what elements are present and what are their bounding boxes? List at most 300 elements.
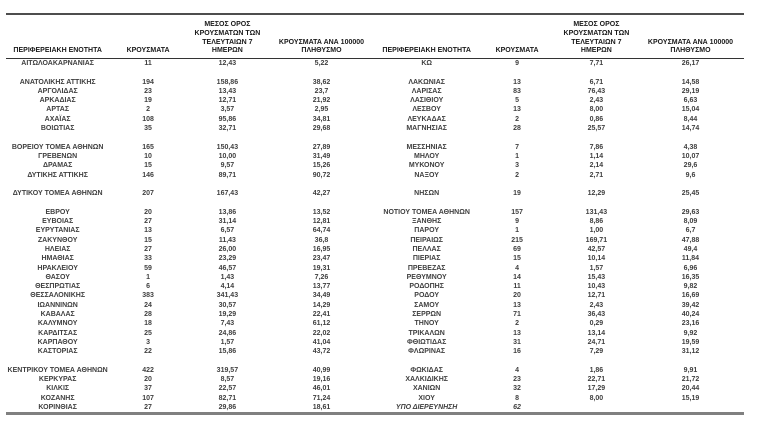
avg-7day-cell: 26,00: [218, 245, 237, 253]
table-row: [6, 245, 375, 254]
table-row: [6, 254, 375, 263]
region-name-cell: ΚΑΒΑΛΑΣ: [40, 311, 75, 319]
per-100k-cell: 29,68: [312, 125, 331, 133]
cases-cell: 20: [144, 208, 152, 216]
avg-7day-cell: 82,71: [218, 394, 237, 402]
empty-cell: [478, 133, 555, 142]
cases-cell: 27: [144, 403, 152, 411]
cases-cell: 2: [515, 115, 519, 123]
table-row: [375, 375, 744, 384]
per-100k-cell: 31,49: [312, 152, 331, 160]
avg-7day-cell: 158,86: [216, 78, 239, 86]
table-row: [6, 291, 375, 300]
table-row: [375, 291, 744, 300]
per-100k-cell: 16,35: [681, 273, 700, 281]
empty-cell: [109, 180, 186, 189]
region-name-cell: ΡΟΔΟΥ: [414, 292, 439, 300]
left-table: [6, 15, 375, 412]
avg-7day-cell: 7,29: [589, 348, 604, 356]
avg-7day-cell: 150,43: [216, 143, 239, 151]
region-name-cell: ΚΙΛΚΙΣ: [46, 385, 70, 393]
table-row: [6, 87, 375, 96]
avg-7day-cell: 10,14: [587, 255, 606, 263]
avg-7day-cell: 3,57: [220, 106, 235, 114]
per-100k-cell: 15,04: [681, 106, 700, 114]
cases-cell: 31: [513, 338, 521, 346]
cases-cell: 108: [142, 115, 154, 123]
region-name-cell: ΧΑΝΙΩΝ: [412, 385, 441, 393]
region-name-cell: ΗΛΕΙΑΣ: [44, 245, 71, 253]
empty-cell: [556, 68, 637, 77]
avg-7day-cell: 8,57: [220, 376, 235, 384]
cases-cell: 1: [515, 152, 519, 160]
per-100k-cell: 43,72: [312, 348, 331, 356]
per-100k-cell: 9,82: [683, 283, 698, 291]
region-name-cell: ΧΑΛΚΙΔΙΚΗΣ: [405, 376, 448, 384]
empty-cell: [268, 180, 375, 189]
table-row: [375, 161, 744, 170]
cases-cell: 4: [515, 366, 519, 374]
avg-7day-cell: 1,00: [589, 227, 604, 235]
empty-cell: [187, 133, 268, 142]
avg-7day-cell: 29,86: [218, 403, 237, 411]
per-100k-cell: 22,02: [312, 329, 331, 337]
region-name-cell: ΖΑΚΥΝΘΟΥ: [37, 236, 78, 244]
table-row: [375, 208, 744, 217]
region-name-cell: ΚΑΣΤΟΡΙΑΣ: [37, 348, 78, 356]
avg-7day-cell: 7,71: [589, 60, 604, 67]
table-row: [6, 59, 375, 69]
region-name-cell: ΦΛΩΡΙΝΑΣ: [408, 348, 446, 356]
spacer-row: [375, 68, 744, 77]
avg-7day-cell: 42,57: [587, 245, 606, 253]
cases-cell: 6: [146, 283, 150, 291]
empty-cell: [268, 133, 375, 142]
spacer-row: [6, 198, 375, 207]
per-100k-cell: 19,16: [312, 376, 331, 384]
per-100k-cell: 19,59: [681, 338, 700, 346]
avg-7day-cell: 8,86: [589, 218, 604, 226]
avg-7day-cell: 0,29: [589, 320, 604, 328]
cases-cell: 165: [142, 143, 154, 151]
table-row: [6, 96, 375, 105]
cases-cell: 2: [146, 106, 150, 114]
table-row: [375, 347, 744, 356]
column-header-per100k: ΚΡΟΥΣΜΑΤΑ ΑΝΑ 100000 ΠΛΗΘΥΣΜΟ: [268, 15, 375, 59]
avg-7day-cell: 8,00: [589, 394, 604, 402]
table-row: [6, 143, 375, 152]
per-100k-cell: 6,96: [683, 264, 698, 272]
cases-cell: 15: [144, 162, 152, 170]
region-name-cell: ΒΟΙΩΤΙΑΣ: [40, 125, 75, 133]
region-name-cell: ΠΑΡΟΥ: [414, 227, 439, 235]
avg-7day-cell: 15,86: [218, 348, 237, 356]
cases-cell: 146: [142, 171, 154, 179]
table-row: [375, 78, 744, 87]
region-name-cell: ΚΟΡΙΝΘΙΑΣ: [38, 403, 77, 411]
avg-7day-cell: 169,71: [585, 236, 608, 244]
per-100k-cell: 16,95: [312, 245, 331, 253]
table-row: [6, 189, 375, 198]
region-name-cell: ΣΕΡΡΩΝ: [412, 311, 442, 319]
empty-cell: [478, 198, 555, 207]
table-row: [6, 384, 375, 393]
cases-cell: 25: [144, 329, 152, 337]
cases-cell: 28: [513, 125, 521, 133]
per-100k-cell: 19,31: [312, 264, 331, 272]
cases-cell: 7: [515, 143, 519, 151]
empty-cell: [375, 68, 478, 77]
cases-cell: 207: [142, 190, 154, 198]
per-100k-cell: 20,44: [681, 385, 700, 393]
avg-7day-cell: 13,43: [218, 87, 237, 95]
avg-7day-cell: 22,71: [587, 376, 606, 384]
cases-cell: 2: [515, 171, 519, 179]
per-100k-cell: 34,81: [312, 115, 331, 123]
table-row: [375, 394, 744, 403]
per-100k-cell: 71,24: [312, 394, 331, 402]
region-name-cell: ΚΑΡΠΑΘΟΥ: [37, 338, 78, 346]
avg-7day-cell: 10,43: [587, 283, 606, 291]
region-name-cell: ΜΕΣΣΗΝΙΑΣ: [406, 143, 447, 151]
avg-7day-cell: 1,57: [220, 338, 235, 346]
per-100k-cell: 7,26: [314, 273, 329, 281]
cases-cell: 3: [515, 162, 519, 170]
region-name-cell: ΔΥΤΙΚΟΥ ΤΟΜΕΑ ΑΘΗΝΩΝ: [12, 190, 103, 198]
column-header-per100k: ΚΡΟΥΣΜΑΤΑ ΑΝΑ 100000 ΠΛΗΘΥΣΜΟ: [637, 15, 744, 59]
table-row: [6, 310, 375, 319]
avg-7day-cell: 31,14: [218, 218, 237, 226]
per-100k-cell: 26,17: [681, 60, 700, 67]
avg-7day-cell: 12,43: [218, 60, 237, 67]
table-row: [6, 375, 375, 384]
region-name-cell: ΜΑΓΝΗΣΙΑΣ: [406, 125, 447, 133]
table-row: [6, 171, 375, 180]
table-row: [6, 273, 375, 282]
cases-cell: 11: [513, 283, 521, 291]
region-name-cell: ΚΩ: [421, 60, 432, 67]
column-header-region: ΠΕΡΙΦΕΡΕΙΑΚΗ ΕΝΟΤΗΤΑ: [6, 15, 109, 59]
empty-cell: [109, 198, 186, 207]
avg-7day-cell: 12,71: [218, 97, 237, 105]
region-name-cell: ΚΑΛΥΜΝΟΥ: [37, 320, 78, 328]
spacer-row: [6, 180, 375, 189]
region-name-cell: ΙΩΑΝΝΙΝΩΝ: [37, 301, 78, 309]
cases-cell: 11: [144, 60, 152, 67]
per-100k-cell: 15,19: [681, 394, 700, 402]
cases-cell: 71: [513, 311, 521, 319]
region-name-cell: ΚΕΝΤΡΙΚΟΥ ΤΟΜΕΑ ΑΘΗΝΩΝ: [7, 366, 108, 374]
cases-cell: 27: [144, 218, 152, 226]
per-100k-cell: 38,62: [312, 78, 331, 86]
cases-cell: 4: [515, 264, 519, 272]
column-header-cases: ΚΡΟΥΣΜΑΤΑ: [478, 15, 555, 59]
avg-7day-cell: 25,57: [587, 125, 606, 133]
region-name-cell: ΑΡΚΑΔΙΑΣ: [39, 97, 76, 105]
region-name-cell: ΑΧΑΪΑΣ: [44, 115, 71, 123]
per-100k-cell: 9,92: [683, 329, 698, 337]
table-row: [6, 301, 375, 310]
region-name-cell: ΓΡΕΒΕΝΩΝ: [38, 152, 78, 160]
cases-cell: 28: [144, 311, 152, 319]
avg-7day-cell: 10,00: [218, 152, 237, 160]
region-name-cell: ΝΑΞΟΥ: [414, 171, 439, 179]
per-100k-cell: 23,7: [314, 87, 329, 95]
per-100k-cell: 6,63: [683, 97, 698, 105]
per-100k-cell: 23,47: [312, 255, 331, 263]
per-100k-cell: 2,95: [314, 106, 329, 114]
cases-cell: 14: [513, 273, 521, 281]
table-row: [375, 124, 744, 133]
empty-cell: [375, 357, 478, 366]
avg-7day-cell: 7,86: [589, 143, 604, 151]
region-name-cell: ΞΑΝΘΗΣ: [411, 218, 442, 226]
region-name-cell: ΘΕΣΣΑΛΟΝΙΚΗΣ: [30, 292, 86, 300]
region-name-cell: ΒΟΡΕΙΟΥ ΤΟΜΕΑ ΑΘΗΝΩΝ: [11, 143, 104, 151]
avg-7day-cell: 6,71: [589, 78, 604, 86]
avg-7day-cell: 24,71: [587, 338, 606, 346]
per-100k-cell: 90,72: [312, 171, 331, 179]
cases-cell: 3: [146, 338, 150, 346]
per-100k-cell: 14,74: [681, 125, 700, 133]
region-name-cell: ΘΕΣΠΡΩΤΙΑΣ: [35, 283, 81, 291]
table-row: [375, 171, 744, 180]
cases-cell: 83: [513, 87, 521, 95]
region-name-cell: ΛΑΚΩΝΙΑΣ: [408, 78, 445, 86]
table-row: [375, 282, 744, 291]
cases-cell: 33: [144, 255, 152, 263]
table-row: [6, 394, 375, 403]
table-row: [375, 87, 744, 96]
region-name-cell: ΑΡΤΑΣ: [46, 106, 70, 114]
spacer-row: [6, 68, 375, 77]
cases-cell: 15: [513, 255, 521, 263]
region-name-cell: ΡΟΔΟΠΗΣ: [409, 283, 444, 291]
avg-7day-cell: 6,57: [220, 227, 235, 235]
empty-cell: [6, 133, 109, 142]
empty-cell: [375, 198, 478, 207]
column-header-cases: ΚΡΟΥΣΜΑΤΑ: [109, 15, 186, 59]
table-row: [6, 226, 375, 235]
spacer-row: [375, 180, 744, 189]
cases-cell: 20: [513, 292, 521, 300]
left-table-body: [6, 59, 375, 413]
avg-7day-cell: 12,29: [587, 190, 606, 198]
cases-cell: 422: [142, 366, 154, 374]
region-name-cell: ΠΡΕΒΕΖΑΣ: [407, 264, 446, 272]
per-100k-cell: 13,77: [312, 283, 331, 291]
region-name-cell: ΡΕΘΥΜΝΟΥ: [406, 273, 447, 281]
table-row: [375, 189, 744, 198]
per-100k-cell: 41,04: [312, 338, 331, 346]
per-100k-cell: 13,52: [312, 208, 331, 216]
avg-7day-cell: 19,29: [218, 311, 237, 319]
region-name-cell: ΕΒΡΟΥ: [45, 208, 70, 216]
avg-7day-cell: 2,43: [589, 301, 604, 309]
cases-cell: 27: [144, 245, 152, 253]
per-100k-cell: 29,63: [681, 208, 700, 216]
empty-cell: [375, 180, 478, 189]
left-table-header: [6, 15, 375, 59]
per-100k-cell: 5,22: [314, 60, 329, 67]
table-row: [375, 96, 744, 105]
region-name-cell: ΦΘΙΩΤΙΔΑΣ: [407, 338, 447, 346]
table-row: [6, 338, 375, 347]
table-row: [6, 347, 375, 356]
empty-cell: [268, 357, 375, 366]
table-row: [375, 226, 744, 235]
avg-7day-cell: 341,43: [216, 292, 239, 300]
per-100k-cell: 12,81: [312, 218, 331, 226]
table-row: [375, 152, 744, 161]
cases-cell: 59: [144, 264, 152, 272]
region-name-cell: ΕΥΒΟΙΑΣ: [42, 218, 74, 226]
right-table-body: [375, 59, 744, 413]
table-row: [6, 329, 375, 338]
header-row: [6, 15, 375, 59]
avg-7day-cell: 1,14: [589, 152, 604, 160]
region-name-cell: ΕΥΡΥΤΑΝΙΑΣ: [35, 227, 80, 235]
empty-cell: [556, 357, 637, 366]
table-row: [6, 115, 375, 124]
avg-7day-cell: 12,71: [587, 292, 606, 300]
cases-cell: 13: [513, 301, 521, 309]
empty-cell: [187, 198, 268, 207]
table-row: [6, 208, 375, 217]
empty-cell: [109, 133, 186, 142]
region-name-cell: ΧΙΟΥ: [418, 394, 435, 402]
per-100k-cell: 61,12: [312, 320, 331, 328]
empty-cell: [109, 357, 186, 366]
per-100k-cell: 40,24: [681, 311, 700, 319]
table-row: [375, 403, 744, 412]
per-100k-cell: 31,12: [681, 348, 700, 356]
table-row: [375, 273, 744, 282]
cases-cell: 32: [513, 385, 521, 393]
empty-cell: [556, 198, 637, 207]
per-100k-cell: 14,29: [312, 301, 331, 309]
cases-cell: 13: [513, 329, 521, 337]
empty-cell: [6, 68, 109, 77]
table-row: [375, 236, 744, 245]
right-table: [375, 15, 744, 412]
cases-cell: 157: [511, 208, 523, 216]
empty-cell: [637, 68, 744, 77]
table-row: [6, 264, 375, 273]
cases-cell: 215: [511, 236, 523, 244]
empty-cell: [268, 68, 375, 77]
empty-cell: [187, 357, 268, 366]
empty-cell: [6, 357, 109, 366]
avg-7day-cell: 319,57: [216, 366, 239, 374]
per-100k-cell: 27,89: [312, 143, 331, 151]
per-100k-cell: 64,74: [312, 227, 331, 235]
cases-cell: 19: [513, 190, 521, 198]
empty-cell: [268, 198, 375, 207]
column-header-avg7: ΜΕΣΟΣ ΟΡΟΣ ΚΡΟΥΣΜΑΤΩΝ ΤΩΝ ΤΕΛΕΥΤΑΙΩΝ 7 ΗΜΕΡΩΝ: [556, 15, 637, 59]
cases-cell: 9: [515, 218, 519, 226]
per-100k-cell: 36,8: [314, 236, 329, 244]
per-100k-cell: 11,84: [681, 255, 700, 263]
avg-7day-cell: 15,43: [587, 273, 606, 281]
table-row: [375, 319, 744, 328]
region-name-cell: ΑΙΤΩΛΟΑΚΑΡΝΑΝΙΑΣ: [21, 60, 94, 67]
empty-cell: [6, 180, 109, 189]
cases-cell: 383: [142, 292, 154, 300]
avg-7day-cell: 4,14: [220, 283, 235, 291]
region-name-cell: ΥΠΟ ΔΙΕΡΕΥΝΗΣΗ: [395, 403, 458, 411]
empty-cell: [637, 180, 744, 189]
avg-7day-cell: 95,86: [218, 115, 237, 123]
cases-cell: 19: [144, 97, 152, 105]
per-100k-cell: 15,26: [312, 162, 331, 170]
cases-cell: 15: [144, 236, 152, 244]
cases-cell: 62: [513, 403, 521, 411]
avg-7day-cell: 2,43: [589, 97, 604, 105]
table-row: [6, 124, 375, 133]
table-row: [375, 143, 744, 152]
per-100k-cell: 40,99: [312, 366, 331, 374]
column-header-region: ΠΕΡΙΦΕΡΕΙΑΚΗ ΕΝΟΤΗΤΑ: [375, 15, 478, 59]
region-name-cell: ΜΥΚΟΝΟΥ: [408, 162, 445, 170]
region-name-cell: ΚΕΡΚΥΡΑΣ: [38, 376, 77, 384]
region-name-cell: ΛΕΣΒΟΥ: [412, 106, 441, 114]
avg-7day-cell: 46,57: [218, 264, 237, 272]
avg-7day-cell: 8,00: [589, 106, 604, 114]
cases-cell: 35: [144, 125, 152, 133]
per-100k-cell: 9,91: [683, 366, 698, 374]
table-row: [375, 384, 744, 393]
spacer-row: [6, 133, 375, 142]
avg-7day-cell: 7,43: [220, 320, 235, 328]
per-100k-cell: 8,09: [683, 218, 698, 226]
avg-7day-cell: 22,57: [218, 385, 237, 393]
cases-cell: 13: [513, 78, 521, 86]
region-name-cell: ΠΙΕΡΙΑΣ: [412, 255, 441, 263]
avg-7day-cell: 1,86: [589, 366, 604, 374]
region-name-cell: ΤΡΙΚΑΛΩΝ: [408, 329, 445, 337]
spacer-row: [375, 357, 744, 366]
per-100k-cell: 39,42: [681, 301, 700, 309]
region-name-cell: ΜΗΛΟΥ: [414, 152, 440, 160]
avg-7day-cell: [556, 403, 637, 412]
region-name-cell: ΔΡΑΜΑΣ: [42, 162, 73, 170]
region-name-cell: ΠΕΛΛΑΣ: [412, 245, 441, 253]
table-row: [375, 115, 744, 124]
cases-cell: 69: [513, 245, 521, 253]
avg-7day-cell: 9,57: [220, 162, 235, 170]
cases-cell: 9: [515, 60, 519, 67]
table-row: [375, 301, 744, 310]
table-row: [6, 403, 375, 412]
region-name-cell: ΑΡΓΟΛΙΔΑΣ: [37, 87, 78, 95]
right-table-header: [375, 15, 744, 59]
per-100k-cell: 46,01: [312, 385, 331, 393]
cases-cell: 13: [513, 106, 521, 114]
empty-cell: [556, 180, 637, 189]
empty-cell: [478, 357, 555, 366]
region-name-cell: ΛΕΥΚΑΔΑΣ: [407, 115, 446, 123]
table-row: [6, 282, 375, 291]
cases-cell: 13: [144, 227, 152, 235]
avg-7day-cell: 17,29: [587, 385, 606, 393]
per-100k-cell: [637, 403, 744, 412]
table-row: [375, 329, 744, 338]
cases-cell: 16: [513, 348, 521, 356]
avg-7day-cell: 76,43: [587, 87, 606, 95]
region-name-cell: ΝΗΣΩΝ: [414, 190, 440, 198]
per-100k-cell: 49,4: [683, 245, 698, 253]
